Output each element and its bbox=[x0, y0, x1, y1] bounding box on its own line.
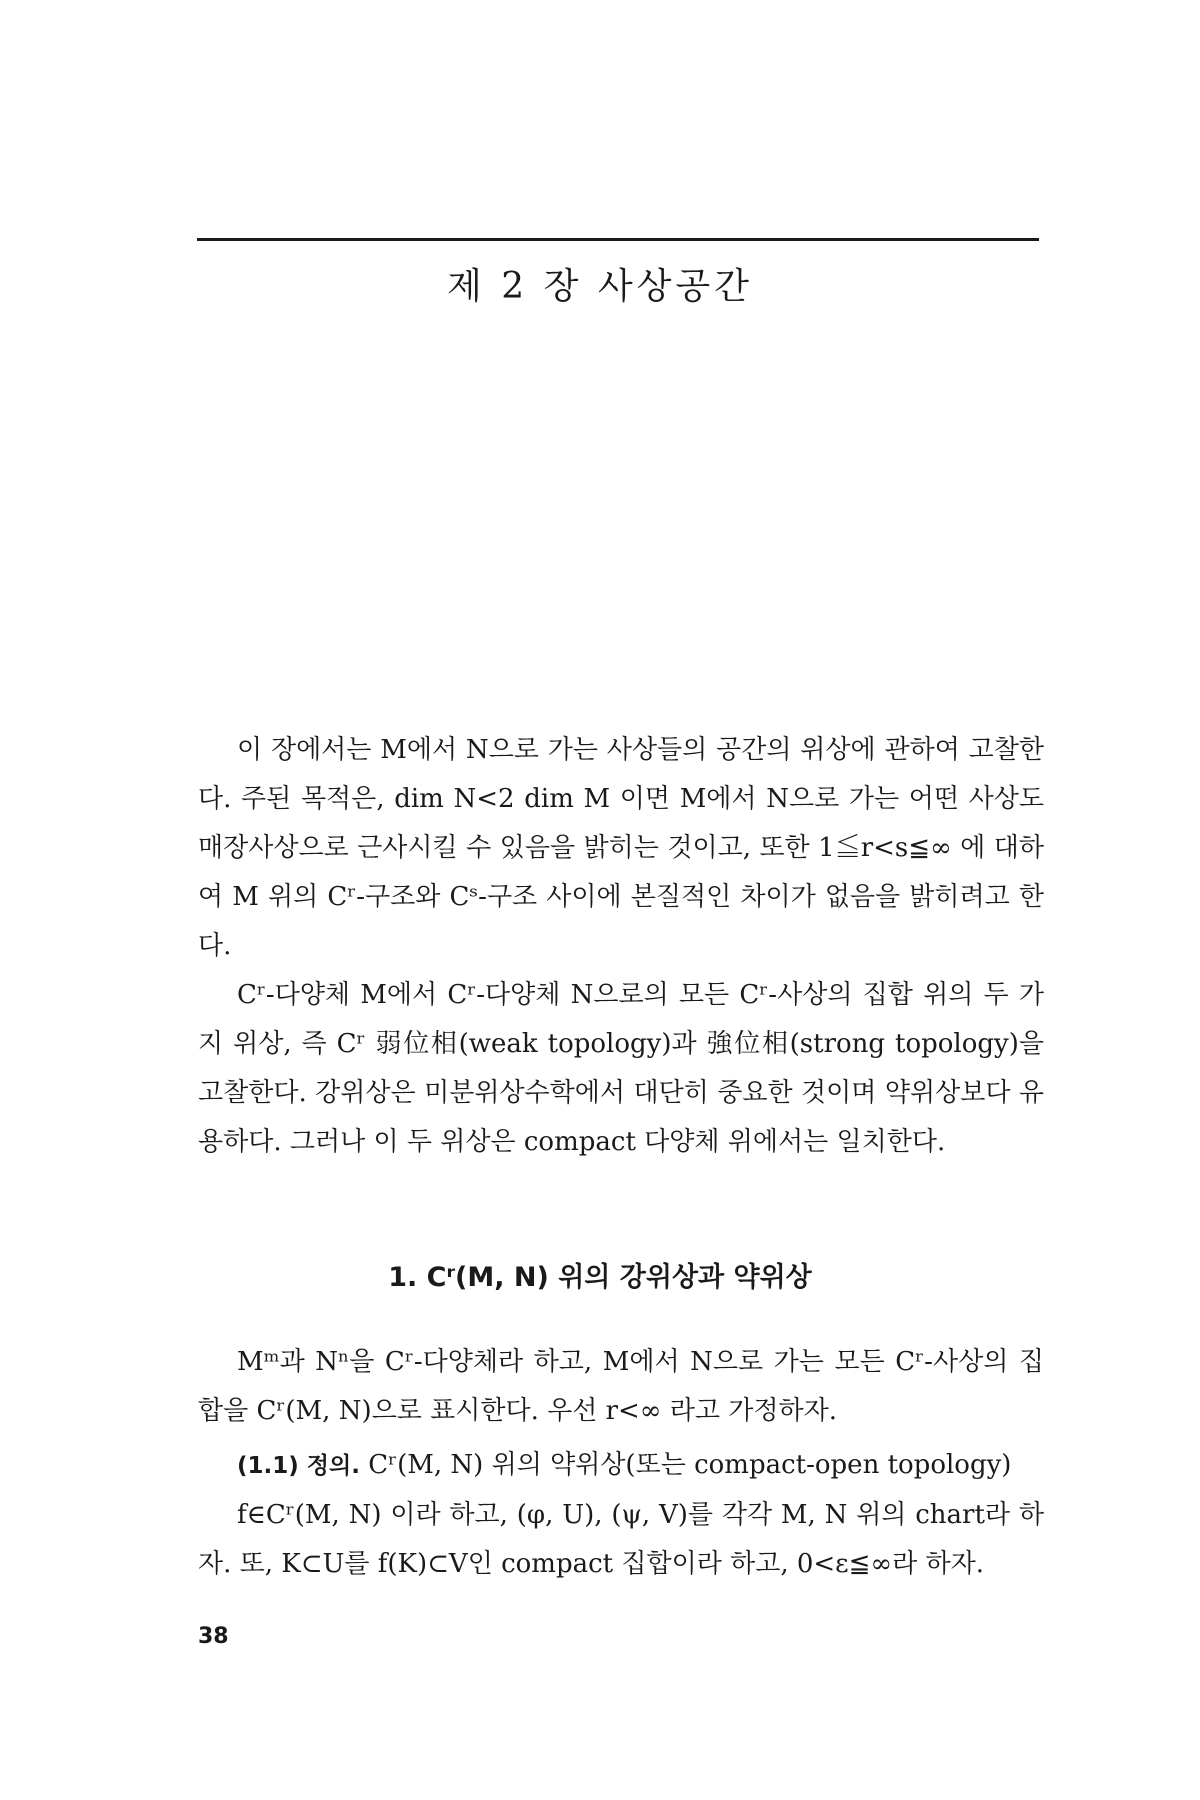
chapter-title: 제 2 장 사상공간 bbox=[447, 266, 753, 307]
intro-paragraph-2: Cʳ-다양체 M에서 Cʳ-다양체 N으로의 모든 Cʳ-사상의 집합 위의 두 가지 위상, 즉 Cʳ 弱位相(weak topology)과 強位相(strong topology)을 고찰한다. 강위상은 미분위상수학에서 대단히 중요한 것이며 약위상보다 유용하다. 그러나 이 두 위상은 compact 다양체 위에서는 일치한다. bbox=[198, 980, 1044, 1157]
section-paragraph: Mᵐ과 Nⁿ을 Cʳ-다양체라 하고, M에서 N으로 가는 모든 Cʳ-사상의 집합을 Cʳ(M, N)으로 표시한다. 우선 r<∞ 라고 가정하자. bbox=[198, 1347, 1044, 1426]
definition-block bbox=[198, 1441, 1044, 1589]
chapter-rule bbox=[197, 238, 1039, 241]
intro-text bbox=[198, 726, 1044, 1167]
section-body bbox=[198, 1338, 1044, 1436]
definition-heading bbox=[198, 1441, 1044, 1491]
definition-heading-text: Cʳ(M, N) 위의 약위상(또는 compact-open topology) bbox=[359, 1450, 1012, 1480]
definition-label: (1.1) 정의. bbox=[237, 1453, 360, 1479]
section-title: 1. Cʳ(M, N) 위의 강위상과 약위상 bbox=[388, 1262, 812, 1293]
intro-paragraph-1: 이 장에서는 M에서 N으로 가는 사상들의 공간의 위상에 관하여 고찰한다. 주된 목적은, dim N<2 dim M 이면 M에서 N으로 가는 어떤 사상도 매장사상으로 근사시킬 수 있음을 밝히는 것이고, 또한 1≦r<s≦∞ 에 대하여 M 위의 Cʳ-구조와 Cˢ-구조 사이에 본질적인 차이가 없음을 밝히려고 한다. bbox=[198, 735, 1044, 961]
page-number: 38 bbox=[198, 1624, 229, 1649]
definition-body: f∈Cʳ(M, N) 이라 하고, (φ, U), (ψ, V)를 각각 M, N 위의 chart라 하자. 또, K⊂U를 f(K)⊂V인 compact 집합이라 하고, 0<ε≦∞라 하자. bbox=[198, 1500, 1044, 1579]
